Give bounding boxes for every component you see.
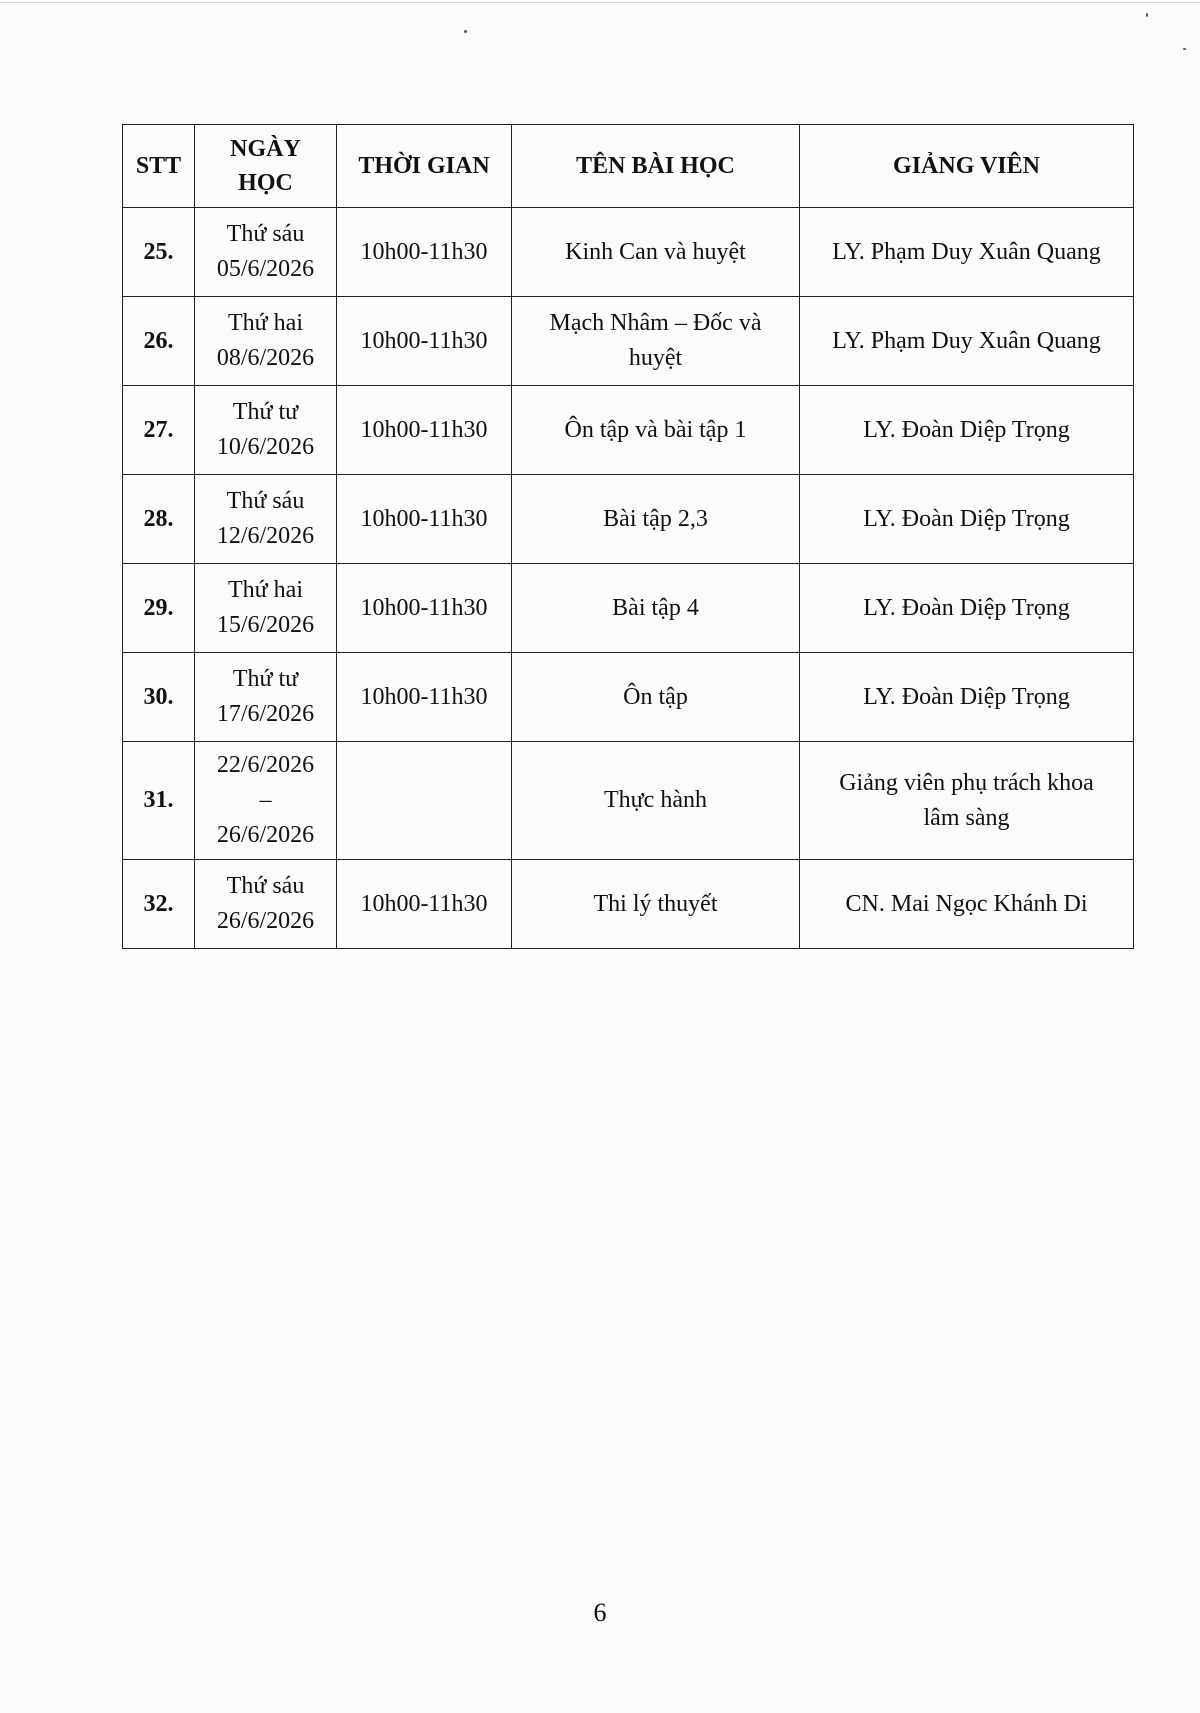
scan-speck [1183,48,1186,50]
header-thoi-gian: THỜI GIAN [337,125,512,208]
cell-lesson: Kinh Can và huyệt [512,208,800,297]
table-row [123,564,1134,653]
cell-time: 10h00-11h30 [337,208,512,297]
cell-lesson: Bài tập 4 [512,564,800,653]
cell-lesson: Bài tập 2,3 [512,475,800,564]
table-row [123,653,1134,742]
cell-lesson: Ôn tập [512,653,800,742]
header-giang-vien: GIẢNG VIÊN [800,125,1134,208]
header-stt: STT [123,125,195,208]
cell-lecturer: LY. Đoàn Diệp Trọng [800,564,1134,653]
cell-date: Thứ sáu 05/6/2026 [195,208,337,297]
scan-speck [464,30,467,33]
table-row [123,297,1134,386]
cell-date: 22/6/2026 – 26/6/2026 [195,742,337,860]
schedule-table [122,124,1134,949]
cell-stt: 29. [123,564,195,653]
cell-time: 10h00-11h30 [337,475,512,564]
cell-lecturer: CN. Mai Ngọc Khánh Di [800,860,1134,949]
cell-date: Thứ hai 08/6/2026 [195,297,337,386]
cell-lecturer: LY. Phạm Duy Xuân Quang [800,297,1134,386]
cell-lesson: Thi lý thuyết [512,860,800,949]
table-row [123,386,1134,475]
cell-lesson: Mạch Nhâm – Đốc và huyệt [512,297,800,386]
cell-date: Thứ tư 17/6/2026 [195,653,337,742]
table-row [123,742,1134,860]
cell-stt: 28. [123,475,195,564]
cell-lecturer: LY. Đoàn Diệp Trọng [800,386,1134,475]
cell-stt: 26. [123,297,195,386]
cell-time: 10h00-11h30 [337,860,512,949]
cell-lecturer: LY. Đoàn Diệp Trọng [800,653,1134,742]
cell-stt: 27. [123,386,195,475]
page-number: 6 [593,1598,607,1627]
header-ten-bai-hoc: TÊN BÀI HỌC [512,125,800,208]
cell-date: Thứ sáu 26/6/2026 [195,860,337,949]
table-row [123,860,1134,949]
cell-stt: 30. [123,653,195,742]
table-header-row [123,125,1134,208]
cell-stt: 32. [123,860,195,949]
table-row [123,208,1134,297]
scan-speck [1146,13,1148,17]
cell-lesson: Ôn tập và bài tập 1 [512,386,800,475]
cell-stt: 25. [123,208,195,297]
cell-lecturer: Giảng viên phụ trách khoa lâm sàng [800,742,1134,860]
table-row [123,475,1134,564]
cell-date: Thứ tư 10/6/2026 [195,386,337,475]
cell-time: 10h00-11h30 [337,653,512,742]
cell-time: 10h00-11h30 [337,297,512,386]
cell-time [337,742,512,860]
cell-time: 10h00-11h30 [337,564,512,653]
cell-lesson: Thực hành [512,742,800,860]
scan-edge [0,2,1200,3]
cell-time: 10h00-11h30 [337,386,512,475]
cell-stt: 31. [123,742,195,860]
cell-date: Thứ sáu 12/6/2026 [195,475,337,564]
cell-date: Thứ hai 15/6/2026 [195,564,337,653]
header-ngay-hoc: NGÀY HỌC [195,125,337,208]
cell-lecturer: LY. Phạm Duy Xuân Quang [800,208,1134,297]
cell-lecturer: LY. Đoàn Diệp Trọng [800,475,1134,564]
